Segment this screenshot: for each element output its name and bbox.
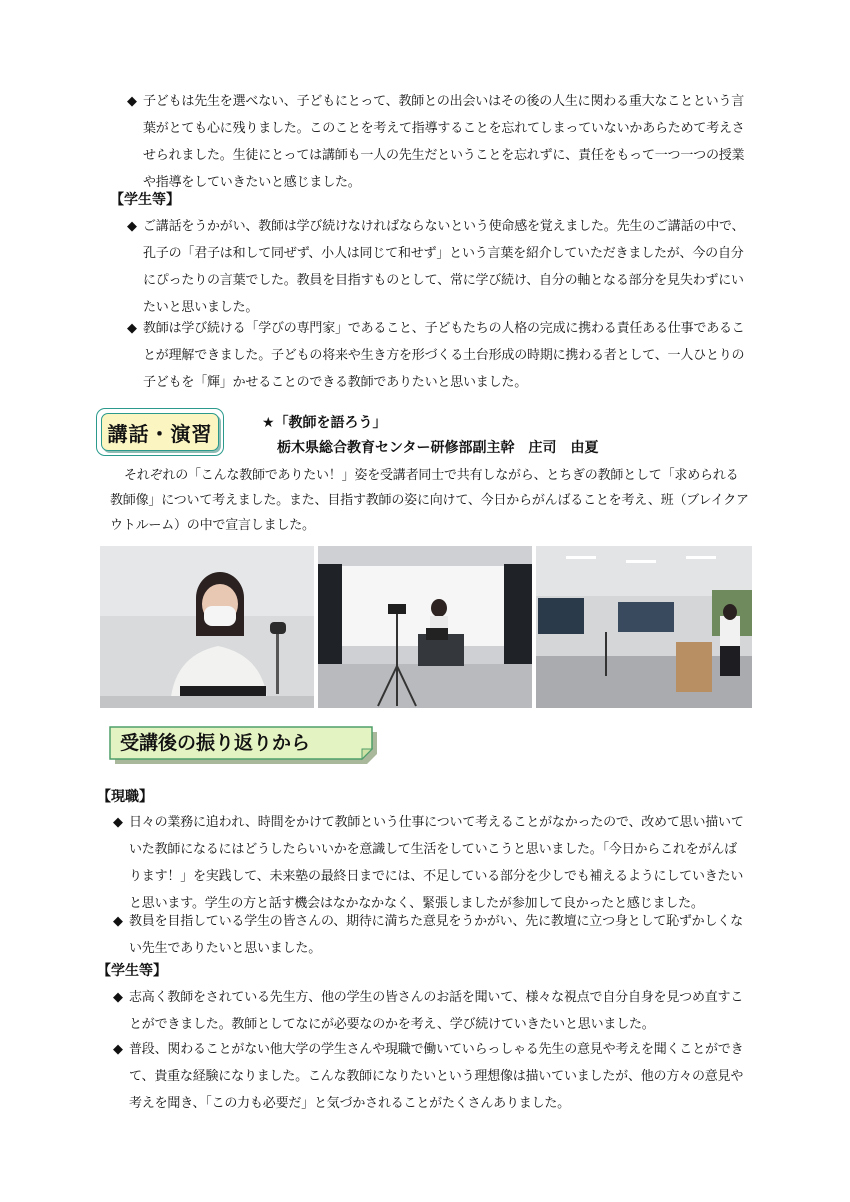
comment-item — [127, 315, 749, 396]
comment-text: 志高く教師をされている先生方、他の学生の皆さんのお話を聞いて、様々な視点で自分自身を見つめ直すことができました。教師としてなにが必要なのかを考え、学び続けていきたいと思いました。 — [129, 990, 744, 1032]
comment-item — [127, 213, 749, 321]
lecture-badge-text: 講話・演習 — [107, 421, 213, 446]
comment-text: 子どもは先生を選べない、子どもにとって、教師との出会いはその後の人生に関わる重大なことという言葉がとても心に残りました。このことを考えて指導することを忘れてしまっていないかあらためて考えさせられました。生徒にとっては講師も一人の先生だということを忘れずに、責任をもって一つ一つの授業や指導をしていきたいと感じました。 — [143, 94, 745, 190]
diamond-bullet-icon: ◆ — [127, 219, 137, 234]
photo-classroom-camera — [318, 546, 532, 708]
diamond-bullet-icon: ◆ — [113, 914, 123, 929]
comment-text: 教員を目指している学生の皆さんの、期待に満ちた意見をうかがい、先に教壇に立つ身として恥ずかしくない先生でありたいと思いました。 — [129, 914, 743, 956]
lecture-title: ★「教師を語ろう」 — [262, 415, 387, 431]
photo-conference-room — [536, 546, 752, 708]
diamond-bullet-icon: ◆ — [127, 321, 137, 336]
diamond-bullet-icon: ◆ — [113, 815, 123, 830]
reflection-heading — [109, 726, 379, 766]
diamond-bullet-icon: ◆ — [113, 990, 123, 1005]
comment-item — [113, 908, 745, 962]
photo-lecturer — [100, 546, 314, 708]
lecture-badge — [96, 408, 224, 456]
comment-text: 教師は学び続ける「学びの専門家」であること、子どもたちの人格の完成に携わる責任ある仕事であることが理解できました。子どもの将来や生き方を形づくる土台形成の時期に携わる者として、一人ひとりの子どもを「輝」かせることのできる教師でありたいと思いました。 — [143, 321, 745, 390]
comment-text: ご講話をうかがい、教師は学び続けなければならないという使命感を覚えました。先生のご講話の中で、孔子の「君子は和して同ぜず、小人は同じて和せず」という言葉を紹介していただきましたが、今の自分にぴったりの言葉でした。教員を目指すものとして、常に学び続け、自分の軸となる部分を見失わずにいたいと思いました。 — [143, 219, 745, 315]
reflection-heading-text: 受講後の振り返りから — [120, 732, 311, 754]
comment-text: 日々の業務に追われ、時間をかけて教師という仕事について考えることがなかったので、改めて思い描いていた教師になるにはどうしたらいいかを意識して生活をしていこうと思いました。「今日からこれをがんばります！」を実践して、未来塾の最終日までには、不足している部分を少しでも補えるようにしていきたいと思います。学生の方と話す機会はなかなかなく、緊張しましたが参加して良かったと感じました。 — [129, 815, 744, 911]
comment-item — [113, 809, 745, 917]
comment-item — [127, 88, 749, 196]
student-label: 【学生等】 — [97, 963, 167, 979]
lecture-speaker: 栃木県総合教育センター研修部副主幹 庄司 由夏 — [277, 440, 599, 456]
diamond-bullet-icon: ◆ — [113, 1042, 123, 1057]
diamond-bullet-icon: ◆ — [127, 94, 137, 109]
student-label: 【学生等】 — [110, 192, 180, 208]
lecture-description: それぞれの「こんな教師でありたい！」姿を受講者同士で共有しながら、とちぎの教師として「求められる教師像」について考えました。また、目指す教師の姿に向けて、今日からがんばることを考え、班（ブレイクアウトルーム）の中で宣言しました。 — [110, 468, 749, 533]
comment-text: 普段、関わることがない他大学の学生さんや現職で働いていらっしゃる先生の意見や考えを聞くことができて、貴重な経験になりました。こんな教師になりたいという理想像は描いていましたが、他の方々の意見や考えを聞き、「この力も必要だ」と気づかされることがたくさんありました。 — [129, 1042, 744, 1111]
current-teacher-label: 【現職】 — [97, 789, 153, 805]
comment-item — [113, 1036, 745, 1117]
comment-item — [113, 984, 745, 1038]
